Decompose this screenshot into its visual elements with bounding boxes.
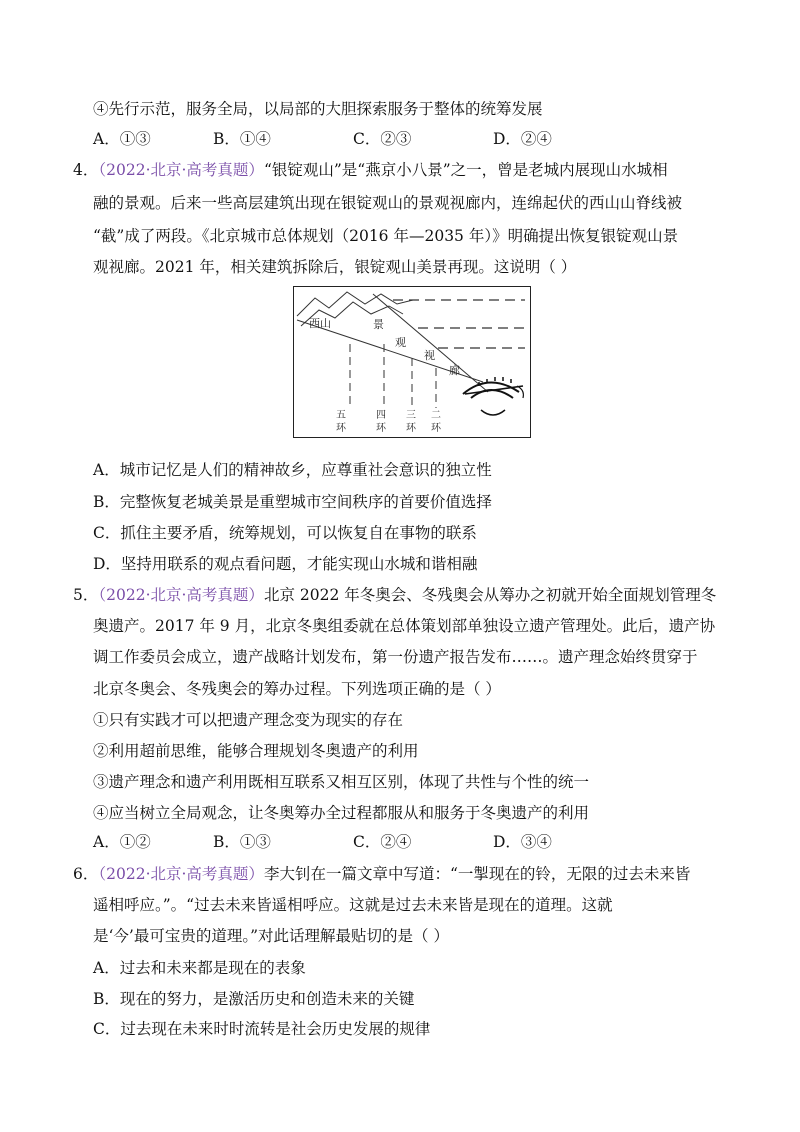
q6-stem-line-2: 遥相呼应。”。“过去未来皆遥相呼应。这就是过去未来皆是现在的道理。这就	[93, 896, 613, 914]
q4-stem-line-3: “截”成了两段。《北京城市总体规划（2016 年—2035 年）》明确提出恢复银锭观山景	[93, 227, 679, 245]
q5-statement-1: ①只有实践才可以把遗产理念变为现实的存在	[93, 711, 404, 729]
q6-source-tag: （2022·北京·高考真题）	[98, 865, 264, 883]
q6-option-b: B．现在的努力，是激活历史和创造未来的关键	[93, 990, 415, 1008]
q3-options	[93, 129, 693, 149]
q4-option-d: D．坚持用联系的观点看问题，才能实现山水城和谐相融	[93, 555, 478, 573]
q3-option-d: D．②④	[493, 130, 552, 148]
q5-statement-2: ②利用超前思维，能够合理规划冬奥遗产的利用	[93, 742, 419, 760]
ring-label-4-bottom: 环	[376, 423, 386, 434]
q5-option-d: D．③④	[493, 833, 552, 851]
mountain-label: 西山	[309, 317, 331, 330]
corridor-char-3: 视	[424, 349, 435, 362]
ring-label-5-bottom: 环	[336, 423, 346, 434]
q5-stem-text-1: 北京 2022 年冬奥会、冬残奥会从筹办之初就开始全面规划管理冬	[263, 586, 717, 604]
q5-statement-4: ④应当树立全局观念，让冬奥筹办全过程都服从和服务于冬奥遗产的利用	[93, 804, 590, 822]
q5-stem-line-3: 调工作委员会成立，遗产战略计划发布，第一份遗产报告发布……。遗产理念始终贯穿于	[93, 648, 698, 666]
q3-statement-4: ④先行示范，服务全局，以局部的大胆探索服务于整体的统筹发展	[93, 100, 543, 118]
q5-number: 5．	[73, 586, 99, 604]
q4-stem-line-2: 融的景观。后来一些高层建筑出现在银锭观山的景观视廊内，连绵起伏的西山山脊线被	[93, 194, 683, 212]
q4-stem-text-1: “银锭观山”是“燕京小八景”之一，曾是老城内展现山水城相	[263, 161, 668, 179]
q3-option-b: B．①④	[213, 130, 271, 148]
q5-stem-line-4: 北京冬奥会、冬残奥会的筹办过程。下列选项正确的是（ ）	[93, 680, 501, 698]
corridor-char-1: 景	[373, 318, 384, 331]
corridor-char-2: 观	[395, 336, 406, 349]
q4-source-tag: （2022·北京·高考真题）	[98, 161, 264, 179]
q4-option-c: C．抓住主要矛盾，统筹规划，可以恢复自在事物的联系	[93, 524, 477, 542]
q4-figure-view-corridor	[293, 286, 531, 438]
q6-stem-line-3: 是‘今’最可宝贵的道理。”对此话理解最贴切的是（ ）	[93, 927, 449, 945]
q5-source-tag: （2022·北京·高考真题）	[98, 586, 264, 604]
q3-option-a: A．①③	[93, 130, 151, 148]
corridor-char-4: 廊	[449, 364, 460, 377]
ring-label-2-bottom: 环	[431, 423, 441, 434]
q5-option-a: A．①②	[93, 833, 151, 851]
q3-option-c: C．②③	[353, 130, 412, 148]
q4-number: 4．	[73, 161, 99, 179]
q6-stem-line-1	[73, 864, 690, 884]
q5-stem-line-1	[73, 585, 716, 605]
q6-stem-text-1: 李大钊在一篇文章中写道：“一掣现在的铃，无限的过去未来皆	[263, 865, 691, 883]
q5-options	[93, 832, 693, 852]
ring-label-2-top: 二	[431, 410, 441, 421]
q5-stem-line-2: 奥遗产。2017 年 9 月，北京冬奥组委就在总体策划部单独设立遗产管理处。此后，遗产协	[93, 617, 716, 635]
q6-option-c: C．过去现在未来时时流转是社会历史发展的规律	[93, 1020, 431, 1038]
q4-stem-line-4: 观视廊。2021 年，相关建筑拆除后，银锭观山美景再现。这说明（ ）	[93, 258, 577, 276]
q5-option-b: B．①③	[213, 833, 271, 851]
q6-number: 6．	[73, 865, 99, 883]
ring-label-3-top: 三	[406, 410, 416, 421]
q4-option-a: A．城市记忆是人们的精神故乡，应尊重社会意识的独立性	[93, 461, 492, 479]
ring-label-3-bottom: 环	[406, 423, 416, 434]
ring-label-4-top: 四	[376, 410, 386, 421]
q5-statement-3: ③遗产理念和遗产利用既相互联系又相互区别，体现了共性与个性的统一	[93, 773, 590, 791]
q4-option-b: B．完整恢复老城美景是重塑城市空间秩序的首要价值选择	[93, 493, 492, 511]
q4-stem-line-1	[73, 160, 668, 180]
q5-option-c: C．②④	[353, 833, 412, 851]
ring-label-5-top: 五	[336, 410, 346, 421]
q6-option-a: A．过去和未来都是现在的表象	[93, 959, 306, 977]
